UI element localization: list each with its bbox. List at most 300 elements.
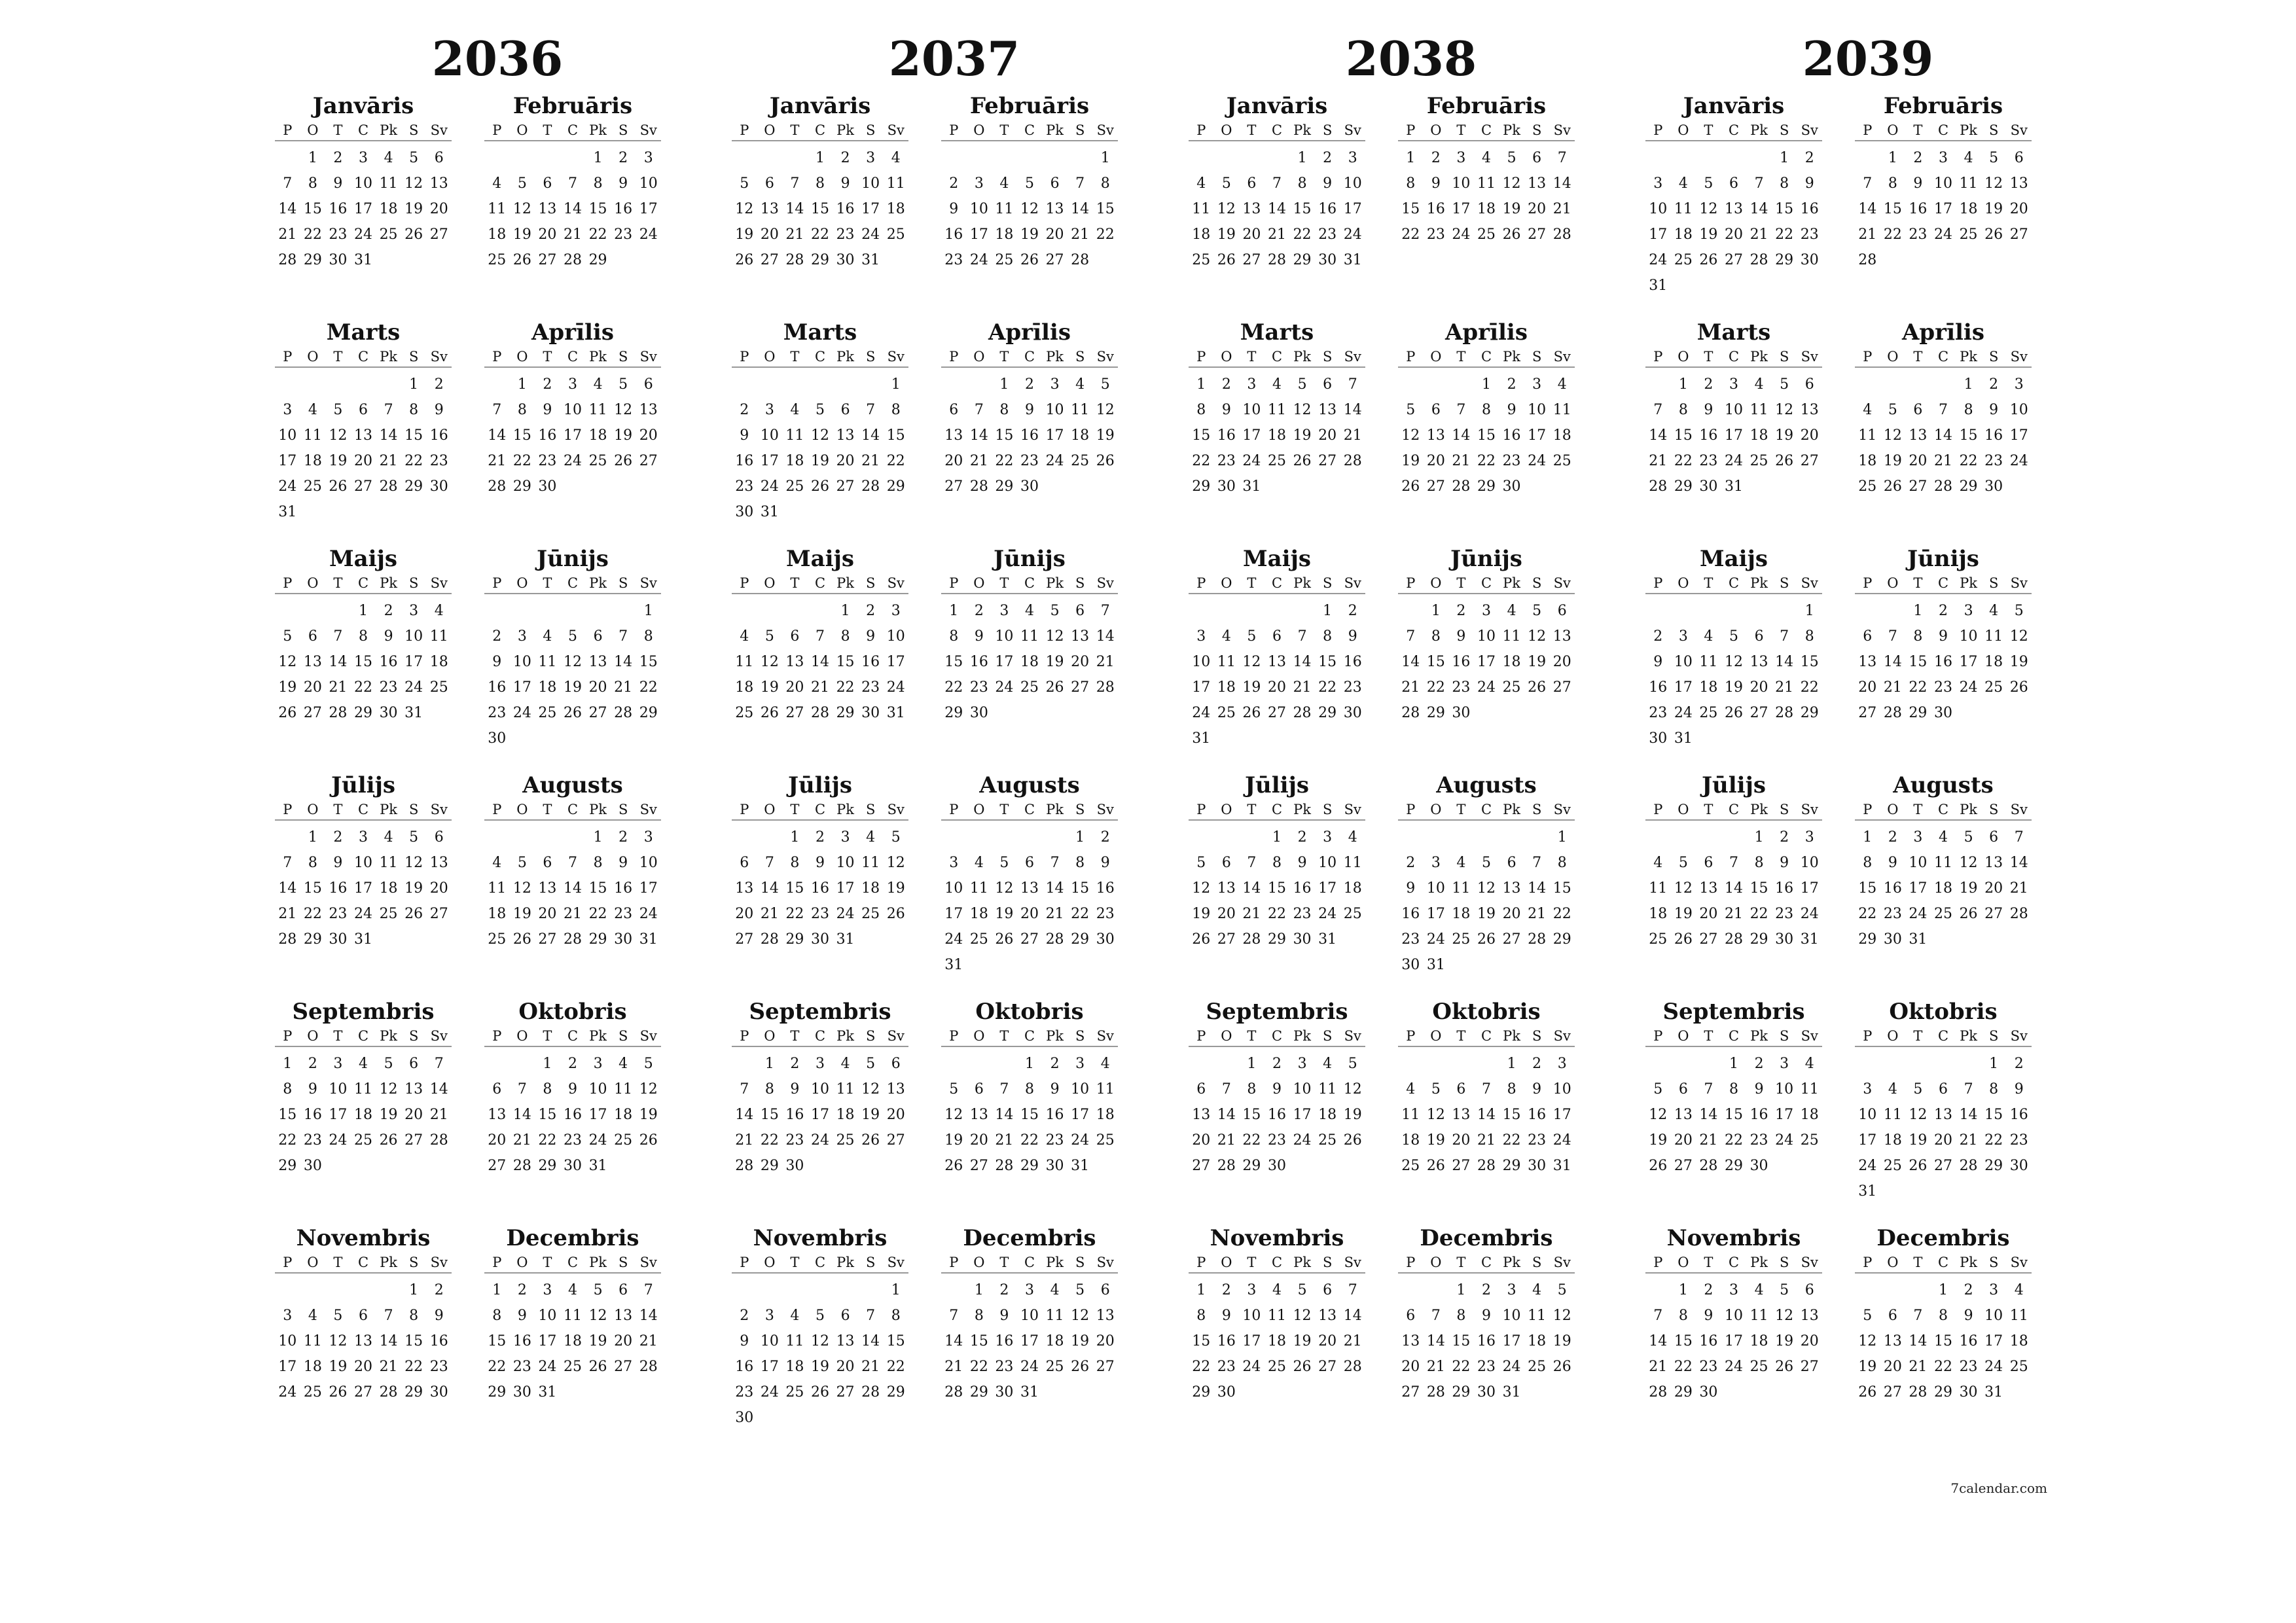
day-cell: 26 bbox=[1217, 252, 1236, 268]
weekday-header: O bbox=[1677, 1028, 1689, 1044]
day-cell: 16 bbox=[836, 201, 855, 217]
day-cell: 16 bbox=[861, 654, 880, 670]
day-cell: 8 bbox=[308, 855, 317, 871]
weekday-header: S bbox=[1779, 122, 1789, 138]
day-cell: 5 bbox=[593, 1282, 603, 1298]
weekday-header: C bbox=[357, 575, 369, 591]
day-cell: 1 bbox=[1024, 1056, 1034, 1072]
weekday-header: Pk bbox=[1750, 575, 1768, 591]
day-cell: 12 bbox=[639, 1081, 658, 1097]
day-cell: 27 bbox=[639, 453, 658, 469]
day-cell: 3 bbox=[1481, 603, 1491, 619]
month-block bbox=[1189, 318, 1365, 534]
day-cell: 2 bbox=[517, 1282, 527, 1298]
day-cell: 12 bbox=[944, 1107, 963, 1123]
day-cell: 14 bbox=[1724, 880, 1743, 897]
weekday-header: T bbox=[1913, 1255, 1923, 1270]
day-cell: 8 bbox=[999, 402, 1009, 418]
weekday-header: Pk bbox=[836, 349, 854, 365]
day-cell: 23 bbox=[563, 1132, 582, 1149]
day-cell: 9 bbox=[333, 855, 343, 871]
day-cell: 20 bbox=[1192, 1132, 1211, 1149]
day-cell: 21 bbox=[969, 453, 988, 469]
day-cell: 29 bbox=[1192, 1384, 1211, 1400]
day-cell: 26 bbox=[1045, 679, 1064, 696]
day-cell: 3 bbox=[2014, 376, 2024, 393]
day-cell: 11 bbox=[1959, 175, 1978, 192]
day-cell: 30 bbox=[1699, 478, 1718, 495]
day-cell: 25 bbox=[488, 931, 507, 948]
day-cell: 9 bbox=[974, 628, 984, 645]
day-cell: 15 bbox=[785, 880, 804, 897]
weekday-header: S bbox=[618, 1028, 628, 1044]
day-cell: 11 bbox=[1933, 855, 1952, 871]
day-cell: 14 bbox=[429, 1081, 448, 1097]
weekday-header: C bbox=[567, 349, 579, 365]
day-cell: 28 bbox=[1775, 705, 1794, 721]
day-cell: 4 bbox=[308, 1308, 317, 1324]
weekday-header: S bbox=[1779, 575, 1789, 591]
weekday-header: C bbox=[1728, 1255, 1740, 1270]
day-cell: 19 bbox=[1858, 1359, 1877, 1375]
day-cell: 29 bbox=[1984, 1158, 2003, 1174]
day-cell: 13 bbox=[1318, 1308, 1337, 1324]
day-cell: 2 bbox=[1704, 376, 1713, 393]
day-cell: 17 bbox=[861, 201, 880, 217]
days-grid bbox=[1645, 594, 1822, 751]
day-cell: 7 bbox=[1100, 603, 1110, 619]
day-cell: 20 bbox=[1724, 226, 1743, 243]
weekday-header: C bbox=[357, 1028, 369, 1044]
day-cell: 5 bbox=[1863, 1308, 1873, 1324]
day-cell: 25 bbox=[1749, 1359, 1768, 1375]
weekday-header: P bbox=[1406, 575, 1416, 591]
weekday-header-row bbox=[941, 1253, 1118, 1274]
weekday-header: S bbox=[1532, 802, 1542, 817]
days-grid bbox=[1189, 594, 1365, 751]
weekday-header: O bbox=[764, 1255, 776, 1270]
month-block bbox=[1189, 997, 1365, 1213]
weekday-header: S bbox=[408, 1255, 419, 1270]
day-cell: 8 bbox=[1989, 1081, 1999, 1097]
weekday-header: C bbox=[1937, 575, 1949, 591]
day-cell: 21 bbox=[1267, 226, 1286, 243]
day-cell: 19 bbox=[1242, 679, 1261, 696]
day-cell: 18 bbox=[1071, 427, 1090, 444]
day-cell: 1 bbox=[891, 1282, 901, 1298]
day-cell: 6 bbox=[764, 175, 774, 192]
day-cell: 4 bbox=[866, 829, 876, 846]
day-cell: 19 bbox=[278, 679, 297, 696]
day-cell: 24 bbox=[836, 906, 855, 922]
day-cell: 16 bbox=[303, 1107, 322, 1123]
day-cell: 16 bbox=[810, 880, 829, 897]
day-cell: 22 bbox=[1452, 1359, 1471, 1375]
day-cell: 23 bbox=[1502, 453, 1521, 469]
weekday-header-row bbox=[732, 573, 908, 594]
day-cell: 11 bbox=[538, 654, 557, 670]
weekday-header: Sv bbox=[1553, 1255, 1571, 1270]
day-cell: 2 bbox=[2014, 1056, 2024, 1072]
day-cell: 22 bbox=[1401, 226, 1420, 243]
weekday-header-row bbox=[1398, 1253, 1575, 1274]
day-cell: 28 bbox=[1452, 478, 1471, 495]
day-cell: 9 bbox=[1431, 175, 1441, 192]
day-cell: 23 bbox=[1959, 1359, 1978, 1375]
weekday-header: T bbox=[999, 802, 1009, 817]
weekday-header: Pk bbox=[836, 802, 854, 817]
day-cell: 21 bbox=[760, 906, 779, 922]
day-cell: 29 bbox=[404, 478, 423, 495]
days-grid bbox=[941, 594, 1118, 726]
day-cell: 14 bbox=[1959, 1107, 1978, 1123]
weekday-header: C bbox=[1937, 802, 1949, 817]
day-cell: 14 bbox=[1909, 1333, 1928, 1349]
day-cell: 21 bbox=[639, 1333, 658, 1349]
day-cell: 8 bbox=[1557, 855, 1567, 871]
day-cell: 4 bbox=[1221, 628, 1231, 645]
weekday-header: P bbox=[1406, 1255, 1416, 1270]
day-cell: 6 bbox=[790, 628, 800, 645]
day-cell: 24 bbox=[1674, 705, 1693, 721]
days-grid bbox=[941, 1274, 1118, 1405]
day-cell: 19 bbox=[2009, 654, 2028, 670]
day-cell: 6 bbox=[1888, 1308, 1897, 1324]
day-cell: 28 bbox=[1858, 252, 1877, 268]
weekday-header: P bbox=[740, 1255, 749, 1270]
day-cell: 8 bbox=[1507, 1081, 1516, 1097]
day-cell: 25 bbox=[353, 1132, 372, 1149]
day-cell: 14 bbox=[760, 880, 779, 897]
day-cell: 30 bbox=[1775, 931, 1794, 948]
day-cell: 9 bbox=[999, 1308, 1009, 1324]
day-cell: 2 bbox=[1456, 603, 1466, 619]
day-cell: 13 bbox=[1426, 427, 1445, 444]
day-cell: 11 bbox=[488, 201, 507, 217]
day-cell: 15 bbox=[404, 427, 423, 444]
day-cell: 19 bbox=[861, 1107, 880, 1123]
day-cell: 27 bbox=[1528, 226, 1547, 243]
day-cell: 6 bbox=[409, 1056, 419, 1072]
day-cell: 13 bbox=[1800, 402, 1819, 418]
day-cell: 7 bbox=[384, 1308, 393, 1324]
day-cell: 11 bbox=[1883, 1107, 1902, 1123]
day-cell: 22 bbox=[353, 679, 372, 696]
day-cell: 2 bbox=[1323, 150, 1333, 166]
weekday-header: Pk bbox=[1293, 349, 1311, 365]
day-cell: 14 bbox=[1552, 175, 1571, 192]
day-cell: 20 bbox=[1217, 906, 1236, 922]
day-cell: 15 bbox=[588, 880, 607, 897]
day-cell: 16 bbox=[1749, 1107, 1768, 1123]
month-name: Septembris bbox=[292, 999, 435, 1025]
day-cell: 15 bbox=[1674, 427, 1693, 444]
day-cell: 1 bbox=[790, 829, 800, 846]
weekday-header: O bbox=[1887, 575, 1899, 591]
weekday-header: T bbox=[790, 1255, 800, 1270]
day-cell: 4 bbox=[740, 628, 749, 645]
day-cell: 29 bbox=[886, 478, 905, 495]
day-cell: 12 bbox=[1293, 1308, 1312, 1324]
day-cell: 13 bbox=[1674, 1107, 1693, 1123]
weekday-header: T bbox=[1913, 349, 1923, 365]
month-block bbox=[1855, 318, 2032, 534]
day-cell: 25 bbox=[379, 226, 398, 243]
day-cell: 12 bbox=[995, 880, 1014, 897]
footer-credit: 7calendar.com bbox=[1950, 1480, 2047, 1496]
weekday-header: Sv bbox=[1096, 122, 1114, 138]
days-grid bbox=[1189, 821, 1365, 952]
day-cell: 8 bbox=[764, 1081, 774, 1097]
day-cell: 23 bbox=[969, 679, 988, 696]
day-cell: 27 bbox=[1192, 1158, 1211, 1174]
day-cell: 30 bbox=[1020, 478, 1039, 495]
day-cell: 15 bbox=[1800, 654, 1819, 670]
day-cell: 21 bbox=[785, 226, 804, 243]
day-cell: 2 bbox=[492, 628, 502, 645]
day-cell: 14 bbox=[810, 654, 829, 670]
day-cell: 6 bbox=[1863, 628, 1873, 645]
day-cell: 3 bbox=[1863, 1081, 1873, 1097]
weekday-header: T bbox=[543, 1028, 552, 1044]
weekday-header-row bbox=[732, 800, 908, 821]
day-cell: 26 bbox=[639, 1132, 658, 1149]
day-cell: 16 bbox=[1096, 880, 1115, 897]
day-cell: 1 bbox=[492, 1282, 502, 1298]
month-block bbox=[1855, 544, 2032, 760]
day-cell: 7 bbox=[866, 402, 876, 418]
day-cell: 17 bbox=[995, 654, 1014, 670]
day-cell: 11 bbox=[1267, 402, 1286, 418]
day-cell: 25 bbox=[303, 478, 322, 495]
day-cell: 25 bbox=[1217, 705, 1236, 721]
day-cell: 5 bbox=[1196, 855, 1206, 871]
day-cell: 28 bbox=[563, 252, 582, 268]
day-cell: 24 bbox=[278, 478, 297, 495]
day-cell: 24 bbox=[563, 453, 582, 469]
weekday-header: P bbox=[949, 122, 959, 138]
weekday-header: Sv bbox=[1553, 349, 1571, 365]
day-cell: 26 bbox=[1096, 453, 1115, 469]
weekday-header: P bbox=[1653, 1028, 1663, 1044]
day-cell: 15 bbox=[1293, 201, 1312, 217]
day-cell: 10 bbox=[1552, 1081, 1571, 1097]
day-cell: 16 bbox=[512, 1333, 531, 1349]
day-cell: 27 bbox=[1749, 705, 1768, 721]
day-cell: 24 bbox=[2009, 453, 2028, 469]
day-cell: 13 bbox=[1452, 1107, 1471, 1123]
day-cell: 12 bbox=[614, 402, 633, 418]
day-cell: 28 bbox=[563, 931, 582, 948]
day-cell: 10 bbox=[278, 1333, 297, 1349]
weekday-header: S bbox=[1075, 575, 1085, 591]
day-cell: 12 bbox=[1909, 1107, 1928, 1123]
weekday-header: C bbox=[1480, 575, 1492, 591]
day-cell: 27 bbox=[303, 705, 322, 721]
month-block bbox=[941, 771, 1118, 987]
days-grid bbox=[275, 821, 452, 952]
month-block bbox=[1645, 1224, 1822, 1440]
year-title: 2036 bbox=[431, 31, 564, 86]
weekday-header: Sv bbox=[430, 1255, 448, 1270]
day-cell: 25 bbox=[1984, 679, 2003, 696]
day-cell: 8 bbox=[1804, 628, 1814, 645]
day-cell: 16 bbox=[329, 201, 348, 217]
day-cell: 24 bbox=[1724, 1359, 1743, 1375]
weekday-header: T bbox=[999, 1028, 1009, 1044]
day-cell: 7 bbox=[740, 1081, 749, 1097]
day-cell: 28 bbox=[614, 705, 633, 721]
day-cell: 20 bbox=[1502, 906, 1521, 922]
day-cell: 10 bbox=[538, 1308, 557, 1324]
day-cell: 9 bbox=[1221, 402, 1231, 418]
day-cell: 25 bbox=[1096, 1132, 1115, 1149]
day-cell: 10 bbox=[944, 880, 963, 897]
day-cell: 23 bbox=[329, 226, 348, 243]
day-cell: 28 bbox=[861, 478, 880, 495]
weekday-header: T bbox=[543, 1255, 552, 1270]
day-cell: 28 bbox=[1649, 1384, 1668, 1400]
day-cell: 12 bbox=[1293, 402, 1312, 418]
month-block bbox=[275, 997, 452, 1213]
weekday-header: O bbox=[516, 1255, 528, 1270]
day-cell: 20 bbox=[353, 1359, 372, 1375]
day-cell: 18 bbox=[1318, 1107, 1337, 1123]
day-cell: 15 bbox=[969, 1333, 988, 1349]
weekday-header: O bbox=[1887, 802, 1899, 817]
day-cell: 26 bbox=[329, 1384, 348, 1400]
day-cell: 6 bbox=[1247, 175, 1257, 192]
day-cell: 1 bbox=[308, 150, 317, 166]
day-cell: 14 bbox=[512, 1107, 531, 1123]
day-cell: 20 bbox=[2009, 201, 2028, 217]
day-cell: 3 bbox=[358, 150, 368, 166]
day-cell: 29 bbox=[995, 478, 1014, 495]
weekday-header-row bbox=[1398, 800, 1575, 821]
weekday-header-row bbox=[1855, 347, 2032, 368]
weekday-header: P bbox=[1196, 802, 1206, 817]
weekday-header: T bbox=[1456, 1255, 1466, 1270]
day-cell: 26 bbox=[2009, 679, 2028, 696]
month-block bbox=[1855, 1224, 2032, 1440]
day-cell: 5 bbox=[815, 402, 825, 418]
month-name: Janvāris bbox=[1226, 93, 1328, 119]
month-block bbox=[484, 771, 661, 987]
weekday-header: T bbox=[333, 1255, 343, 1270]
day-cell: 6 bbox=[1938, 1081, 1948, 1097]
month-name: Septembris bbox=[1662, 999, 1805, 1025]
weekday-header: P bbox=[492, 122, 502, 138]
day-cell: 4 bbox=[1557, 376, 1567, 393]
day-cell: 15 bbox=[1959, 427, 1978, 444]
month-name: Februāris bbox=[969, 93, 1090, 119]
day-cell: 19 bbox=[614, 427, 633, 444]
day-cell: 30 bbox=[1800, 252, 1819, 268]
weekday-header: Pk bbox=[380, 802, 397, 817]
day-cell: 28 bbox=[1552, 226, 1571, 243]
weekday-header: Pk bbox=[1750, 802, 1768, 817]
weekday-header: Pk bbox=[589, 802, 607, 817]
day-cell: 4 bbox=[492, 175, 502, 192]
day-cell: 6 bbox=[1754, 628, 1764, 645]
day-cell: 9 bbox=[384, 628, 393, 645]
weekday-header: T bbox=[1247, 349, 1257, 365]
day-cell: 7 bbox=[1780, 628, 1789, 645]
day-cell: 31 bbox=[1800, 931, 1819, 948]
weekday-header: Sv bbox=[1553, 802, 1571, 817]
weekday-header: Sv bbox=[887, 1255, 905, 1270]
day-cell: 20 bbox=[1800, 1333, 1819, 1349]
day-cell: 9 bbox=[1024, 402, 1034, 418]
weekday-header: S bbox=[865, 349, 876, 365]
day-cell: 19 bbox=[735, 226, 754, 243]
day-cell: 2 bbox=[1507, 376, 1516, 393]
day-cell: 3 bbox=[567, 376, 577, 393]
day-cell: 27 bbox=[353, 478, 372, 495]
weekday-header: P bbox=[1863, 1255, 1873, 1270]
day-cell: 7 bbox=[790, 175, 800, 192]
weekday-header: T bbox=[1704, 1255, 1713, 1270]
day-cell: 17 bbox=[1318, 880, 1337, 897]
month-block bbox=[941, 318, 1118, 534]
day-cell: 28 bbox=[1401, 705, 1420, 721]
day-cell: 11 bbox=[836, 1081, 855, 1097]
weekday-header-row bbox=[484, 120, 661, 141]
day-cell: 27 bbox=[1800, 453, 1819, 469]
day-cell: 12 bbox=[1020, 201, 1039, 217]
days-grid bbox=[941, 141, 1118, 273]
day-cell: 26 bbox=[1071, 1359, 1090, 1375]
day-cell: 13 bbox=[1724, 201, 1743, 217]
weekday-header-row bbox=[1855, 800, 2032, 821]
month-name: Marts bbox=[1240, 319, 1314, 346]
day-cell: 30 bbox=[735, 1410, 754, 1426]
day-cell: 24 bbox=[1452, 226, 1471, 243]
days-grid bbox=[732, 594, 908, 726]
day-cell: 28 bbox=[969, 478, 988, 495]
day-cell: 22 bbox=[785, 906, 804, 922]
day-cell: 15 bbox=[1071, 880, 1090, 897]
day-cell: 10 bbox=[861, 175, 880, 192]
day-cell: 7 bbox=[2014, 829, 2024, 846]
day-cell: 29 bbox=[1933, 1384, 1952, 1400]
weekday-header: Pk bbox=[1960, 349, 1977, 365]
weekday-header: Sv bbox=[1344, 349, 1361, 365]
day-cell: 20 bbox=[1401, 1359, 1420, 1375]
day-cell: 30 bbox=[1502, 478, 1521, 495]
day-cell: 17 bbox=[404, 654, 423, 670]
weekday-header: P bbox=[949, 349, 959, 365]
day-cell: 8 bbox=[1024, 1081, 1034, 1097]
day-cell: 22 bbox=[1674, 1359, 1693, 1375]
weekday-header: O bbox=[307, 575, 319, 591]
day-cell: 28 bbox=[1217, 1158, 1236, 1174]
day-cell: 9 bbox=[619, 175, 628, 192]
day-cell: 27 bbox=[836, 1384, 855, 1400]
day-cell: 10 bbox=[810, 1081, 829, 1097]
day-cell: 9 bbox=[1704, 1308, 1713, 1324]
weekday-header: C bbox=[567, 1028, 579, 1044]
day-cell: 4 bbox=[1272, 376, 1282, 393]
day-cell: 4 bbox=[1323, 1056, 1333, 1072]
day-cell: 10 bbox=[995, 628, 1014, 645]
day-cell: 9 bbox=[1507, 402, 1516, 418]
day-cell: 18 bbox=[1883, 1132, 1902, 1149]
day-cell: 19 bbox=[1192, 906, 1211, 922]
day-cell: 28 bbox=[1699, 1158, 1718, 1174]
day-cell: 19 bbox=[563, 679, 582, 696]
day-cell: 4 bbox=[891, 150, 901, 166]
